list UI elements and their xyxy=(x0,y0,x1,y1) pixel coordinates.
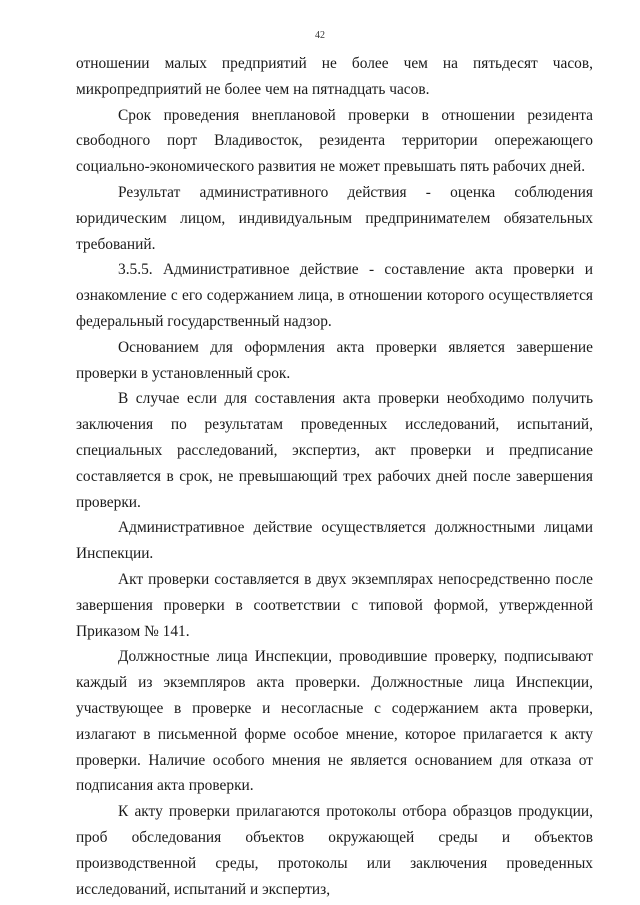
paragraph: Основанием для оформления акта проверки является завершение проверки в установленный срок. xyxy=(76,338,593,382)
paragraph: Административное действие осуществляется должностными лицами Инспекции. xyxy=(76,519,593,563)
paragraph: Акт проверки составляется в двух экземплярах непосредственно после завершения проверки в соответствии с типовой формой, утвержденной Приказом № 141. xyxy=(76,570,593,640)
paragraph: 3.5.5. Административное действие - составление акта проверки и ознакомление с его содержанием лица, в отношении которого осуществляется федеральный государственный надзор. xyxy=(76,261,593,330)
paragraph: Результат административного действия - оценка соблюдения юридическим лицом, индивидуальным предпринимателем обязательных требований. xyxy=(76,183,593,253)
paragraph: К акту проверки прилагаются протоколы отбора образцов продукции, проб обследования объектов окружающей среды и объектов производственной среды, протоколы или заключения проведенных исследований, испытаний и экспертиз, xyxy=(76,803,593,898)
paragraph: В случае если для составления акта проверки необходимо получить заключения по результатам проведенных исследований, испытаний, специальных расследований, экспертиз, акт проверки и предписание составляется в срок, не превышающий трех рабочих дней после завершения проверки. xyxy=(76,390,593,511)
paragraph: Должностные лица Инспекции, проводившие проверку, подписывают каждый из экземпляров акта проверки. Должностные лица Инспекции, участвующее в проверке и несогласные с содержанием акта проверки, излагают в письменной форме особое мнение, которое прилагается к акту проверки. Наличие особого мнения не является основанием для отказа от подписания акта проверки. xyxy=(76,648,593,795)
paragraph-continuation: отношении малых предприятий не более чем на пятьдесят часов, микропредприятий не более чем на пятнадцать часов. xyxy=(76,55,593,98)
page-number: 42 xyxy=(315,30,325,41)
paragraph: Срок проведения внеплановой проверки в отношении резидента свободного порт Владивосток, резидента территории опережающего социально-экономического развития не может превышать пять рабочих дней. xyxy=(76,106,593,176)
document-body xyxy=(76,51,593,902)
